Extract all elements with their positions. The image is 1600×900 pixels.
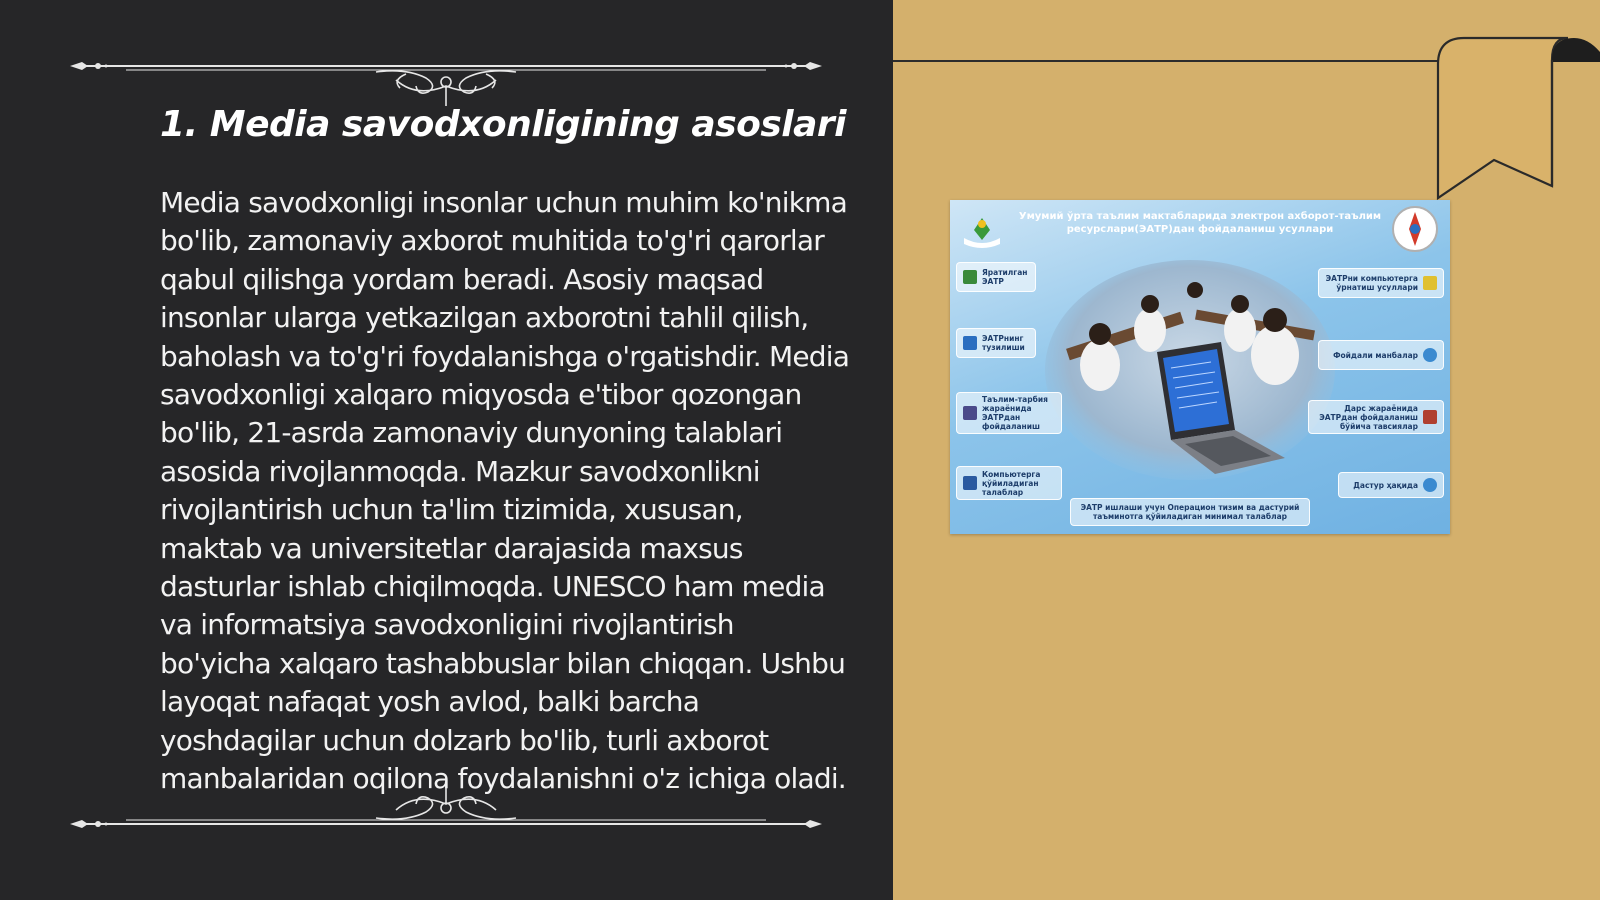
slide-body-text: Media savodxonligi insonlar uchun muhim ko'nikma bo'lib, zamonaviy axborot muhitida to'g'ri qarorlar qabul qilishga yordam beradi. Asosiy maqsad insonlar ularga yetkazilgan axborotni tahlil qilish, baholash va to'g'ri foydalanishga o'rgatishdir. Media savodxonligi xalqaro miqyosda e'tibor qozongan bo'lib, 21-asrda zamonaviy dunyoning talablari asosida rivojlanmoqda. Mazkur savodxonlikni rivojlantirish uchun ta'lim tizimida, xususan, maktab va universitetlar darajasida maxsus dasturlar ishlab chiqilmoqda. UNESCO ham media va informatsiya savodxonligini rivojlantirish bo'yicha xalqaro tashabbuslar bilan chiqqan. Ushbu layoqat nafaqat yosh avlod, balki barcha yoshdagilar uchun dolzarb bo'lib, turli axborot manbalaridan oqilona foydalanishni o'z ichiga oladi. [160, 186, 850, 796]
infographic-tag-right-3: Дарс жараёнида ЭАТРдан фойдаланиш бўйича тавсиялар [1308, 400, 1444, 434]
infographic-title: Умумий ўрта таълим мактабларида электрон ахборот-таълим ресурслари(ЭАТР)дан фойдаланиш усуллари [1018, 211, 1382, 235]
infographic-bottom-tag: ЭАТР ишлаши учун Операцион тизим ва дастурий таъминотга қўйиладиган минимал талаблар [1070, 498, 1310, 526]
ribbon-bookmark-icon [1430, 36, 1600, 206]
top-flourish-divider-icon [66, 56, 826, 106]
emblem-logo-icon [960, 214, 1004, 250]
cube-icon [963, 336, 977, 350]
infographic-tag-left-3: Таълим-тарбия жараёнида ЭАТРдан фойдаланиш [956, 392, 1062, 434]
infographic-tag-left-4: Компьютерга қўйиладиган талаблар [956, 466, 1062, 500]
book-icon [963, 270, 977, 284]
infographic-tag-left-2: ЭАТРнинг тузилиши [956, 328, 1036, 358]
infographic-image [950, 200, 1450, 534]
infographic-tag-right-4: Дастур ҳақида [1338, 472, 1444, 498]
slide-title: 1. Media savodxonligining asoslari [160, 104, 847, 145]
computer-icon [963, 476, 977, 490]
info-icon [1423, 478, 1437, 492]
books-icon [1423, 410, 1437, 424]
infographic-tag-right-2: Фойдали манбалар [1318, 340, 1444, 370]
monitor-icon [963, 406, 977, 420]
infographic-tag-left-1: Яратилган ЭАТР [956, 262, 1036, 292]
disc-icon [1423, 276, 1437, 290]
students-laptop-photo [1045, 260, 1335, 510]
globe-icon [1423, 348, 1437, 362]
compass-logo-icon [1390, 204, 1440, 254]
infographic-tag-right-1: ЭАТРни компьютерга ўрнатиш усуллари [1318, 268, 1444, 298]
